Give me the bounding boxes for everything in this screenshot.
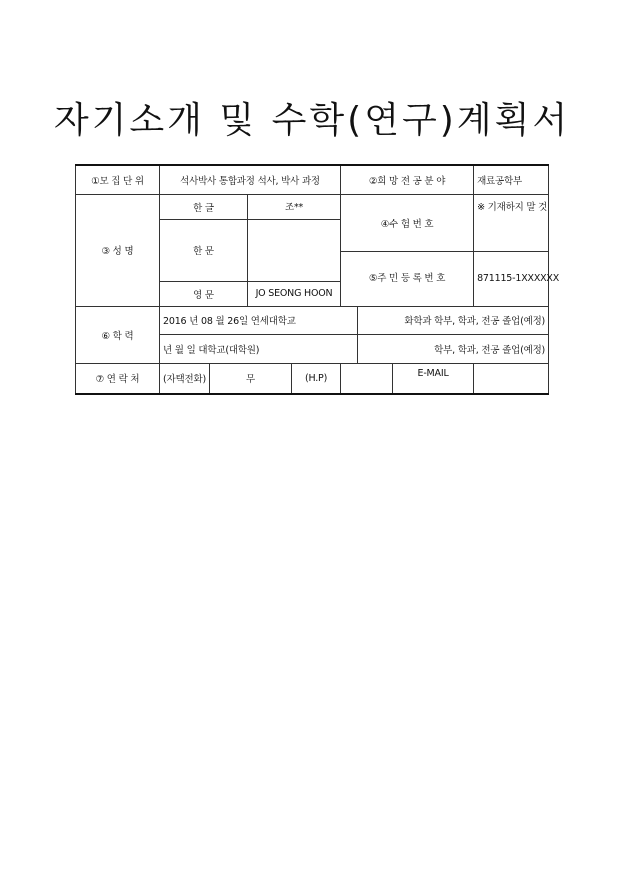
education-row-1 — [76, 306, 549, 334]
page-title: 자기소개 및 수학(연구)계획서 — [53, 100, 571, 141]
resident-number-label: ⑤주 민 등 록 번 호 — [341, 251, 474, 306]
name-hanja-label: 한 문 — [160, 219, 248, 281]
mobile-value[interactable] — [341, 363, 393, 394]
contact-label: ⑦ 연 락 처 — [76, 363, 160, 394]
desired-major-value[interactable]: 재료공학부 — [474, 165, 549, 194]
education-label: ⑥ 학 력 — [76, 306, 160, 363]
name-hangul-value[interactable]: 조** — [248, 194, 341, 219]
home-phone-value[interactable]: 무 — [210, 363, 292, 394]
name-hangul-label: 한 글 — [160, 194, 248, 219]
desired-major-label: ②희 망 전 공 분 야 — [341, 165, 474, 194]
education-row1-major[interactable]: 화학과 학부, 학과, 전공 졸업(예정) — [358, 306, 549, 334]
education-row1-school[interactable]: 2016 년 08 월 26일 연세대학교 — [160, 306, 358, 334]
recruit-unit-value[interactable]: 석사박사 통합과정 석사, 박사 과정 — [160, 165, 341, 194]
name-label: ③ 성 명 — [76, 194, 160, 306]
name-hanja-value[interactable] — [248, 219, 341, 281]
exam-number-value: ※ 기재하지 말 것 — [474, 194, 549, 251]
home-phone-label: (자택전화) — [160, 363, 210, 394]
application-form-table — [75, 164, 560, 395]
education-row2-school[interactable]: 년 월 일 대학교(대학원) — [160, 334, 358, 363]
name-english-value[interactable]: JO SEONG HOON — [248, 281, 341, 306]
education-row2-major[interactable]: 학부, 학과, 전공 졸업(예정) — [358, 334, 549, 363]
name-hangul-row — [76, 194, 549, 219]
contact-row — [76, 363, 549, 394]
email-value[interactable] — [474, 363, 549, 394]
name-english-label: 영 문 — [160, 281, 248, 306]
exam-number-label: ④수 험 번 호 — [341, 194, 474, 251]
email-label: E-MAIL — [393, 363, 474, 394]
recruit-unit-label: ①모 집 단 위 — [76, 165, 160, 194]
mobile-label: (H.P) — [292, 363, 341, 394]
resident-number-value[interactable]: 871115-1XXXXXX — [474, 251, 549, 306]
recruit-row — [76, 165, 549, 194]
